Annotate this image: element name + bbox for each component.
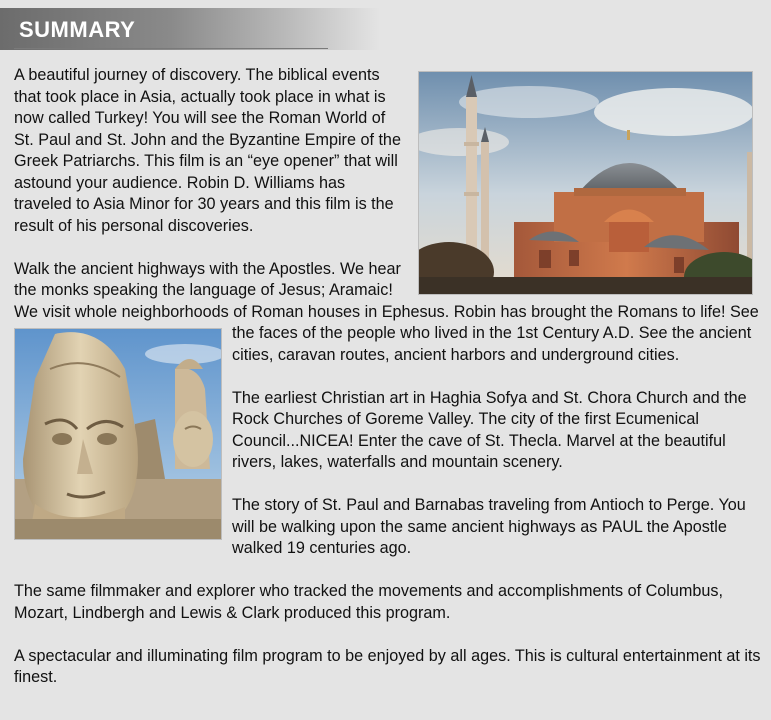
stone-heads-photo [14, 328, 222, 540]
header-divider [14, 48, 328, 49]
paragraph-christian-art: The earliest Christian art in Haghia Sofya and St. Chora Church and the Rock Churches of Goreme Valley. The city of the first Ecumenical Council...NICEA! Enter the cave of St. Thecla. Marvel at the beautiful rivers, lakes, waterfalls and mountain scenery. [232, 388, 747, 471]
section-title: SUMMARY [19, 17, 136, 42]
paragraph-intro: A beautiful journey of discovery. The biblical events that took place in Asia, actually took place in what is now called Turkey! You will see the Roman World of St. Paul and St. John and the Byzantine Empire of the Greek Patriarchs. This film is an “eye opener” that will astound your audience. Robin D. Williams has traveled to Asia Minor for 30 years and this film is the result of his personal discoveries. [14, 65, 766, 237]
paragraph-filmmaker: The same filmmaker and explorer who tracked the movements and accomplishments of Columbus, Mozart, Lindbergh and Lewis & Clark produced this program. [14, 582, 723, 622]
hagia-sophia-photo [418, 71, 753, 295]
paragraph-closing: A spectacular and illuminating film program to be enjoyed by all ages. This is cultural entertainment at its finest. [14, 646, 761, 686]
paragraph-paul-barnabas: The story of St. Paul and Barnabas traveling from Antioch to Perge. You will be walking upon the same ancient highways as PAUL the Apostle walked 19 centuries ago. [232, 496, 746, 557]
summary-content [14, 65, 766, 710]
section-header [0, 8, 380, 50]
paragraph-apostles: Walk the ancient highways with the Apostles. We hear the monks speaking the language of Jesus; Aramaic! We visit whole neighborhoods of Roman houses in Ephesus. Robin has brought the Romans to life! See the faces of the people who lived in the 1st Century A.D. See the ancient cities, caravan routes, ancient harbors and underground cities. [14, 259, 766, 367]
